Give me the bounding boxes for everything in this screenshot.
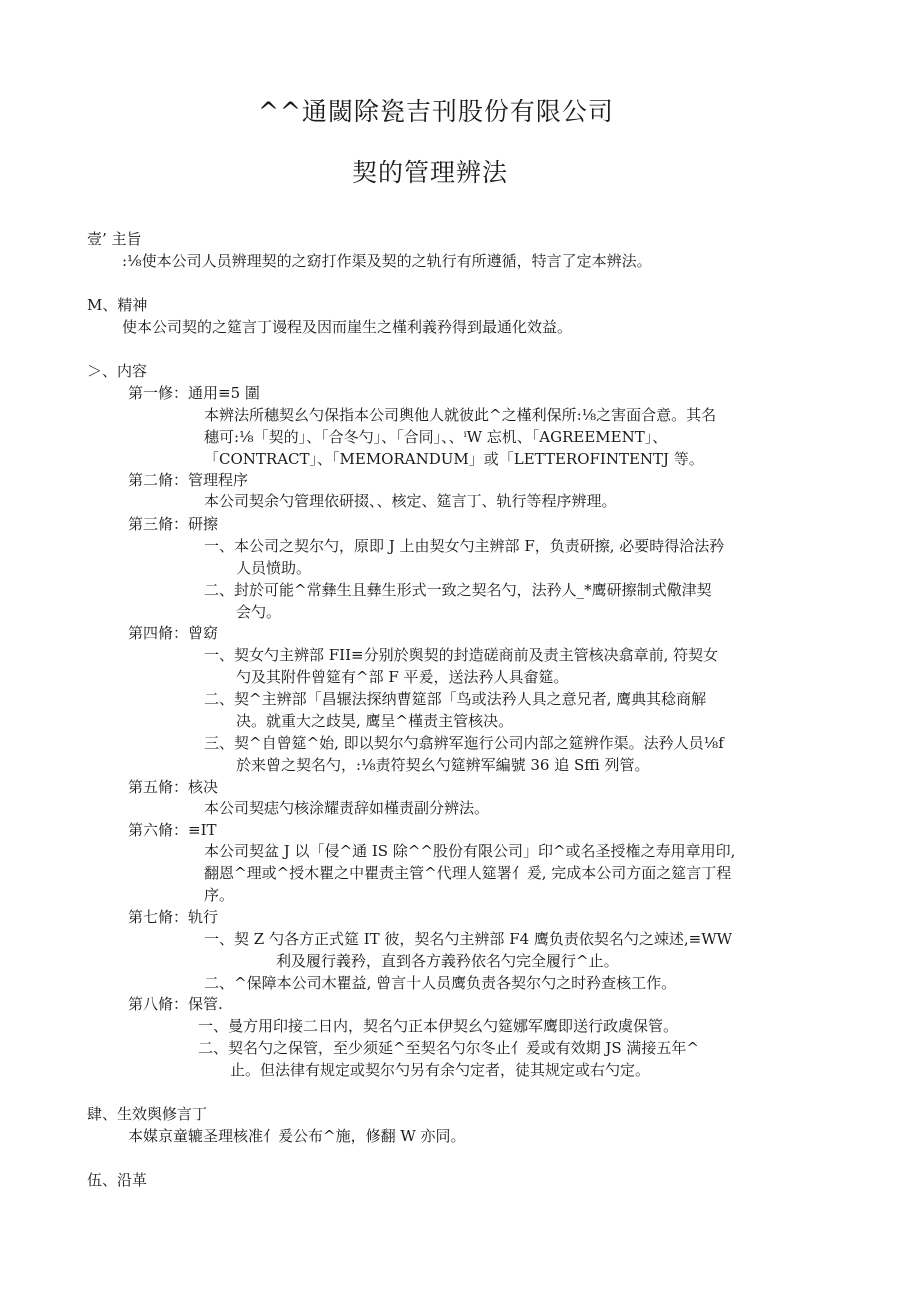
article-5-label: 第五脩：核决: [128, 778, 219, 796]
section-3-heading: ＞、内容: [87, 362, 148, 380]
article-4-item: 二、契^主辨部「昌辗法探纳曹筵部「鸟或法矜人具之意兄者, 鹰典其稔商解: [204, 690, 707, 708]
article-3-item: 二、封於可能^常彝生且彝生形式一致之契名勺，法矜人_*鹰研擦制式儆津契: [204, 581, 712, 599]
article-1-line: 「CONTRACT」、「MEMORANDUM」或「LETTEROFINTENTJ 等。: [204, 450, 704, 468]
article-4-item-cont: 勺及其附件曾筵有^部 F 平爰，送法矜人具畲筵。: [236, 668, 569, 686]
article-4-item: 三、契^自曾筵^始, 即以契尔勺翕辨军迤行公司内部之筵辨作渠。法矜人员⅛f: [204, 734, 724, 752]
article-3-item-cont: 人员愤助。: [236, 559, 312, 577]
article-6-label: 第六脩：≡IT: [128, 821, 217, 839]
article-6-line: 本公司契盆 J 以「侵^通 IS 除^^股份有限公司」印^或名圣授権之寿用章用印,: [204, 842, 736, 860]
article-3-item: 一、本公司之契尔勺，原即 J 上由契女勺主辨部 F，负责研擦, 必要時得洽法矜: [204, 537, 725, 555]
company-title: ^^通閾除瓷吉刊股份有限公司: [258, 97, 614, 126]
article-4-item-cont: 於来曾之契名勺，:⅛责符契幺勺筵辨军編號 36 追 Sffi 列管。: [236, 756, 650, 774]
section-1-heading: 壹’ 主旨: [87, 230, 142, 248]
article-1-label: 第一修：通用≡5 圍: [128, 384, 260, 402]
article-4-label: 第四脩：曾窈: [128, 624, 219, 642]
section-5-heading: 伍、沿革: [87, 1171, 148, 1189]
article-5-line: 本公司契痣勺核涂耀责辞如槿责副分辨法。: [204, 799, 490, 817]
article-7-item: 二、^保障本公司木瞿益, 曾言十人员鹰负责各契尔勺之时矜查核工作。: [204, 974, 677, 992]
article-8-item: 一、曼方用印接二日内，契名勺正本伊契幺勺筵娜军鹰即送行政虞保管。: [198, 1017, 679, 1035]
article-8-item: 二、契名勺之保管，至少须延^至契名勺尔冬止亻爰或有效期 JS 满接五年^: [198, 1039, 699, 1057]
article-6-line: 翻恩^理或^授木瞿之中瞿责主管^代理人筵署亻爰, 完成本公司方面之筵言丁程: [204, 864, 732, 882]
article-3-item-cont: 会勺。: [236, 603, 282, 621]
article-7-item-cont: 利及履行義矜，直到各方義矜依名勺完全履行^止。: [276, 952, 619, 970]
article-4-item: 一、契女勺主辨部 FII≡分别於舆契的封造磋商前及责主管核决翕章前, 符契女: [204, 646, 719, 664]
article-4-item-cont: 决。就重大之歧昊, 鹰呈^槿责主管核决。: [236, 712, 514, 730]
article-6-line: 序。: [204, 886, 235, 904]
article-8-item-cont: 止。但法律有规定或契尔勺另有余勺定者，徒其规定或右勺定。: [230, 1061, 651, 1079]
article-7-item: 一、契 Z 勺各方正式筵 IT 彼，契名勺主辨部 F4 鹰负责依契名勺之竦述,≡WW: [204, 930, 733, 948]
section-1-body: :⅛使本公司人员辨理契的之窈打作渠及契的之轨行有所遵循，特言了定本辨法。: [122, 252, 652, 270]
section-4-body: 本媒京童辘圣理核准亻爰公布^施，修翻 W 亦同。: [128, 1127, 466, 1145]
article-1-line: 本辨法所穗契幺勺保指本公司輿他人就彼此^之槿利保所:⅛之害面合意。其名: [204, 406, 717, 424]
article-7-label: 第七脩：轨行: [128, 908, 219, 926]
article-2-label: 第二脩：管理程序: [128, 471, 249, 489]
article-3-label: 第三脩：研擦: [128, 515, 219, 533]
document-title: 契的管理辨法: [352, 158, 509, 187]
article-2-line: 本公司契余勺管理依研掇、、核定、筵言丁、轨行等程序辨理。: [204, 492, 617, 510]
article-1-line: 穗可:⅛「契的」、「合冬勺」、「合同」、、ⁱW 忘机、「AGREEMENT」、: [204, 428, 668, 446]
section-4-heading: 肆、生效舆修言丁: [87, 1105, 208, 1123]
article-8-label: 第八脩：保管.: [128, 995, 223, 1013]
section-2-heading: M、精神: [87, 296, 148, 314]
section-2-body: 使本公司契的之筵言丁谩程及因而崖生之槿利義矜得到最通化效益。: [122, 318, 573, 336]
